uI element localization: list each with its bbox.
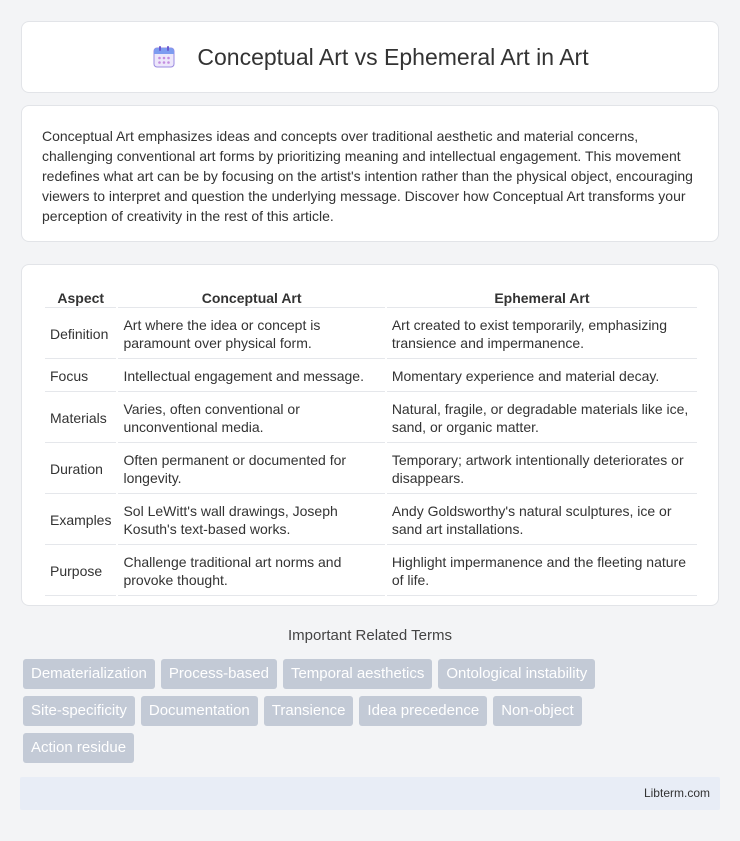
related-terms-title: Important Related Terms bbox=[288, 627, 452, 644]
table-cell: Andy Goldsworthy's natural sculptures, ice or sand art installations. bbox=[387, 496, 697, 545]
related-term-tag[interactable]: Idea precedence bbox=[359, 696, 487, 726]
table-cell: Art where the idea or concept is paramount over physical form. bbox=[118, 310, 384, 359]
table-row bbox=[45, 445, 697, 494]
table-row bbox=[45, 496, 697, 545]
table-cell: Highlight impermanence and the fleeting nature of life. bbox=[387, 547, 697, 596]
table-cell-aspect: Examples bbox=[45, 496, 116, 545]
table-cell: Sol LeWitt's wall drawings, Joseph Kosuth's text-based works. bbox=[118, 496, 384, 545]
table-cell: Momentary experience and material decay. bbox=[387, 361, 697, 392]
calendar-icon bbox=[151, 44, 177, 70]
table-cell-aspect: Duration bbox=[45, 445, 116, 494]
table-cell: Art created to exist temporarily, emphasizing transience and impermanence. bbox=[387, 310, 697, 359]
related-term-tag[interactable]: Non-object bbox=[493, 696, 582, 726]
page-title: Conceptual Art vs Ephemeral Art in Art bbox=[197, 43, 589, 70]
table-row bbox=[45, 310, 697, 359]
column-header-aspect: Aspect bbox=[45, 288, 116, 308]
table-cell-aspect: Materials bbox=[45, 394, 116, 443]
footer-site-link[interactable]: Libterm.com bbox=[643, 786, 710, 800]
intro-card bbox=[21, 105, 719, 242]
comparison-table bbox=[43, 286, 699, 598]
related-term-tag[interactable]: Ontological instability bbox=[438, 659, 595, 689]
table-cell-aspect: Focus bbox=[45, 361, 116, 392]
header-card bbox=[21, 21, 719, 93]
table-cell: Intellectual engagement and message. bbox=[118, 361, 384, 392]
table-row bbox=[45, 547, 697, 596]
table-row bbox=[45, 361, 697, 392]
related-term-tag[interactable]: Site-specificity bbox=[23, 696, 135, 726]
related-term-tag[interactable]: Action residue bbox=[23, 733, 134, 763]
related-term-tag[interactable]: Dematerialization bbox=[23, 659, 155, 689]
table-cell: Temporary; artwork intentionally deteriorates or disappears. bbox=[387, 445, 697, 494]
comparison-table-card bbox=[21, 264, 719, 606]
related-term-tag[interactable]: Documentation bbox=[141, 696, 258, 726]
intro-paragraph: Conceptual Art emphasizes ideas and concepts over traditional aesthetic and material concerns, challenging conventional art forms by prioritizing meaning and intellectual engagement. This movement redefines what art can be by focusing on the artist's intention rather than the physical object, encouraging viewers to interpret and question the underlying message. Discover how Conceptual Art transforms your perception of creativity in the rest of this article. bbox=[42, 128, 693, 224]
related-term-tag[interactable]: Temporal aesthetics bbox=[283, 659, 432, 689]
related-term-tag[interactable]: Process-based bbox=[161, 659, 277, 689]
column-header-ephemeral-art: Ephemeral Art bbox=[387, 288, 697, 308]
table-header-row bbox=[45, 288, 697, 308]
related-term-tag[interactable]: Transience bbox=[264, 696, 354, 726]
table-cell: Often permanent or documented for longevity. bbox=[118, 445, 384, 494]
table-cell: Varies, often conventional or unconventional media. bbox=[118, 394, 384, 443]
table-cell: Challenge traditional art norms and provoke thought. bbox=[118, 547, 384, 596]
footer bbox=[20, 777, 720, 810]
table-cell: Natural, fragile, or degradable materials like ice, sand, or organic matter. bbox=[387, 394, 697, 443]
table-cell-aspect: Purpose bbox=[45, 547, 116, 596]
related-terms-list bbox=[23, 659, 663, 763]
column-header-conceptual-art: Conceptual Art bbox=[118, 288, 384, 308]
table-cell-aspect: Definition bbox=[45, 310, 116, 359]
table-row bbox=[45, 394, 697, 443]
